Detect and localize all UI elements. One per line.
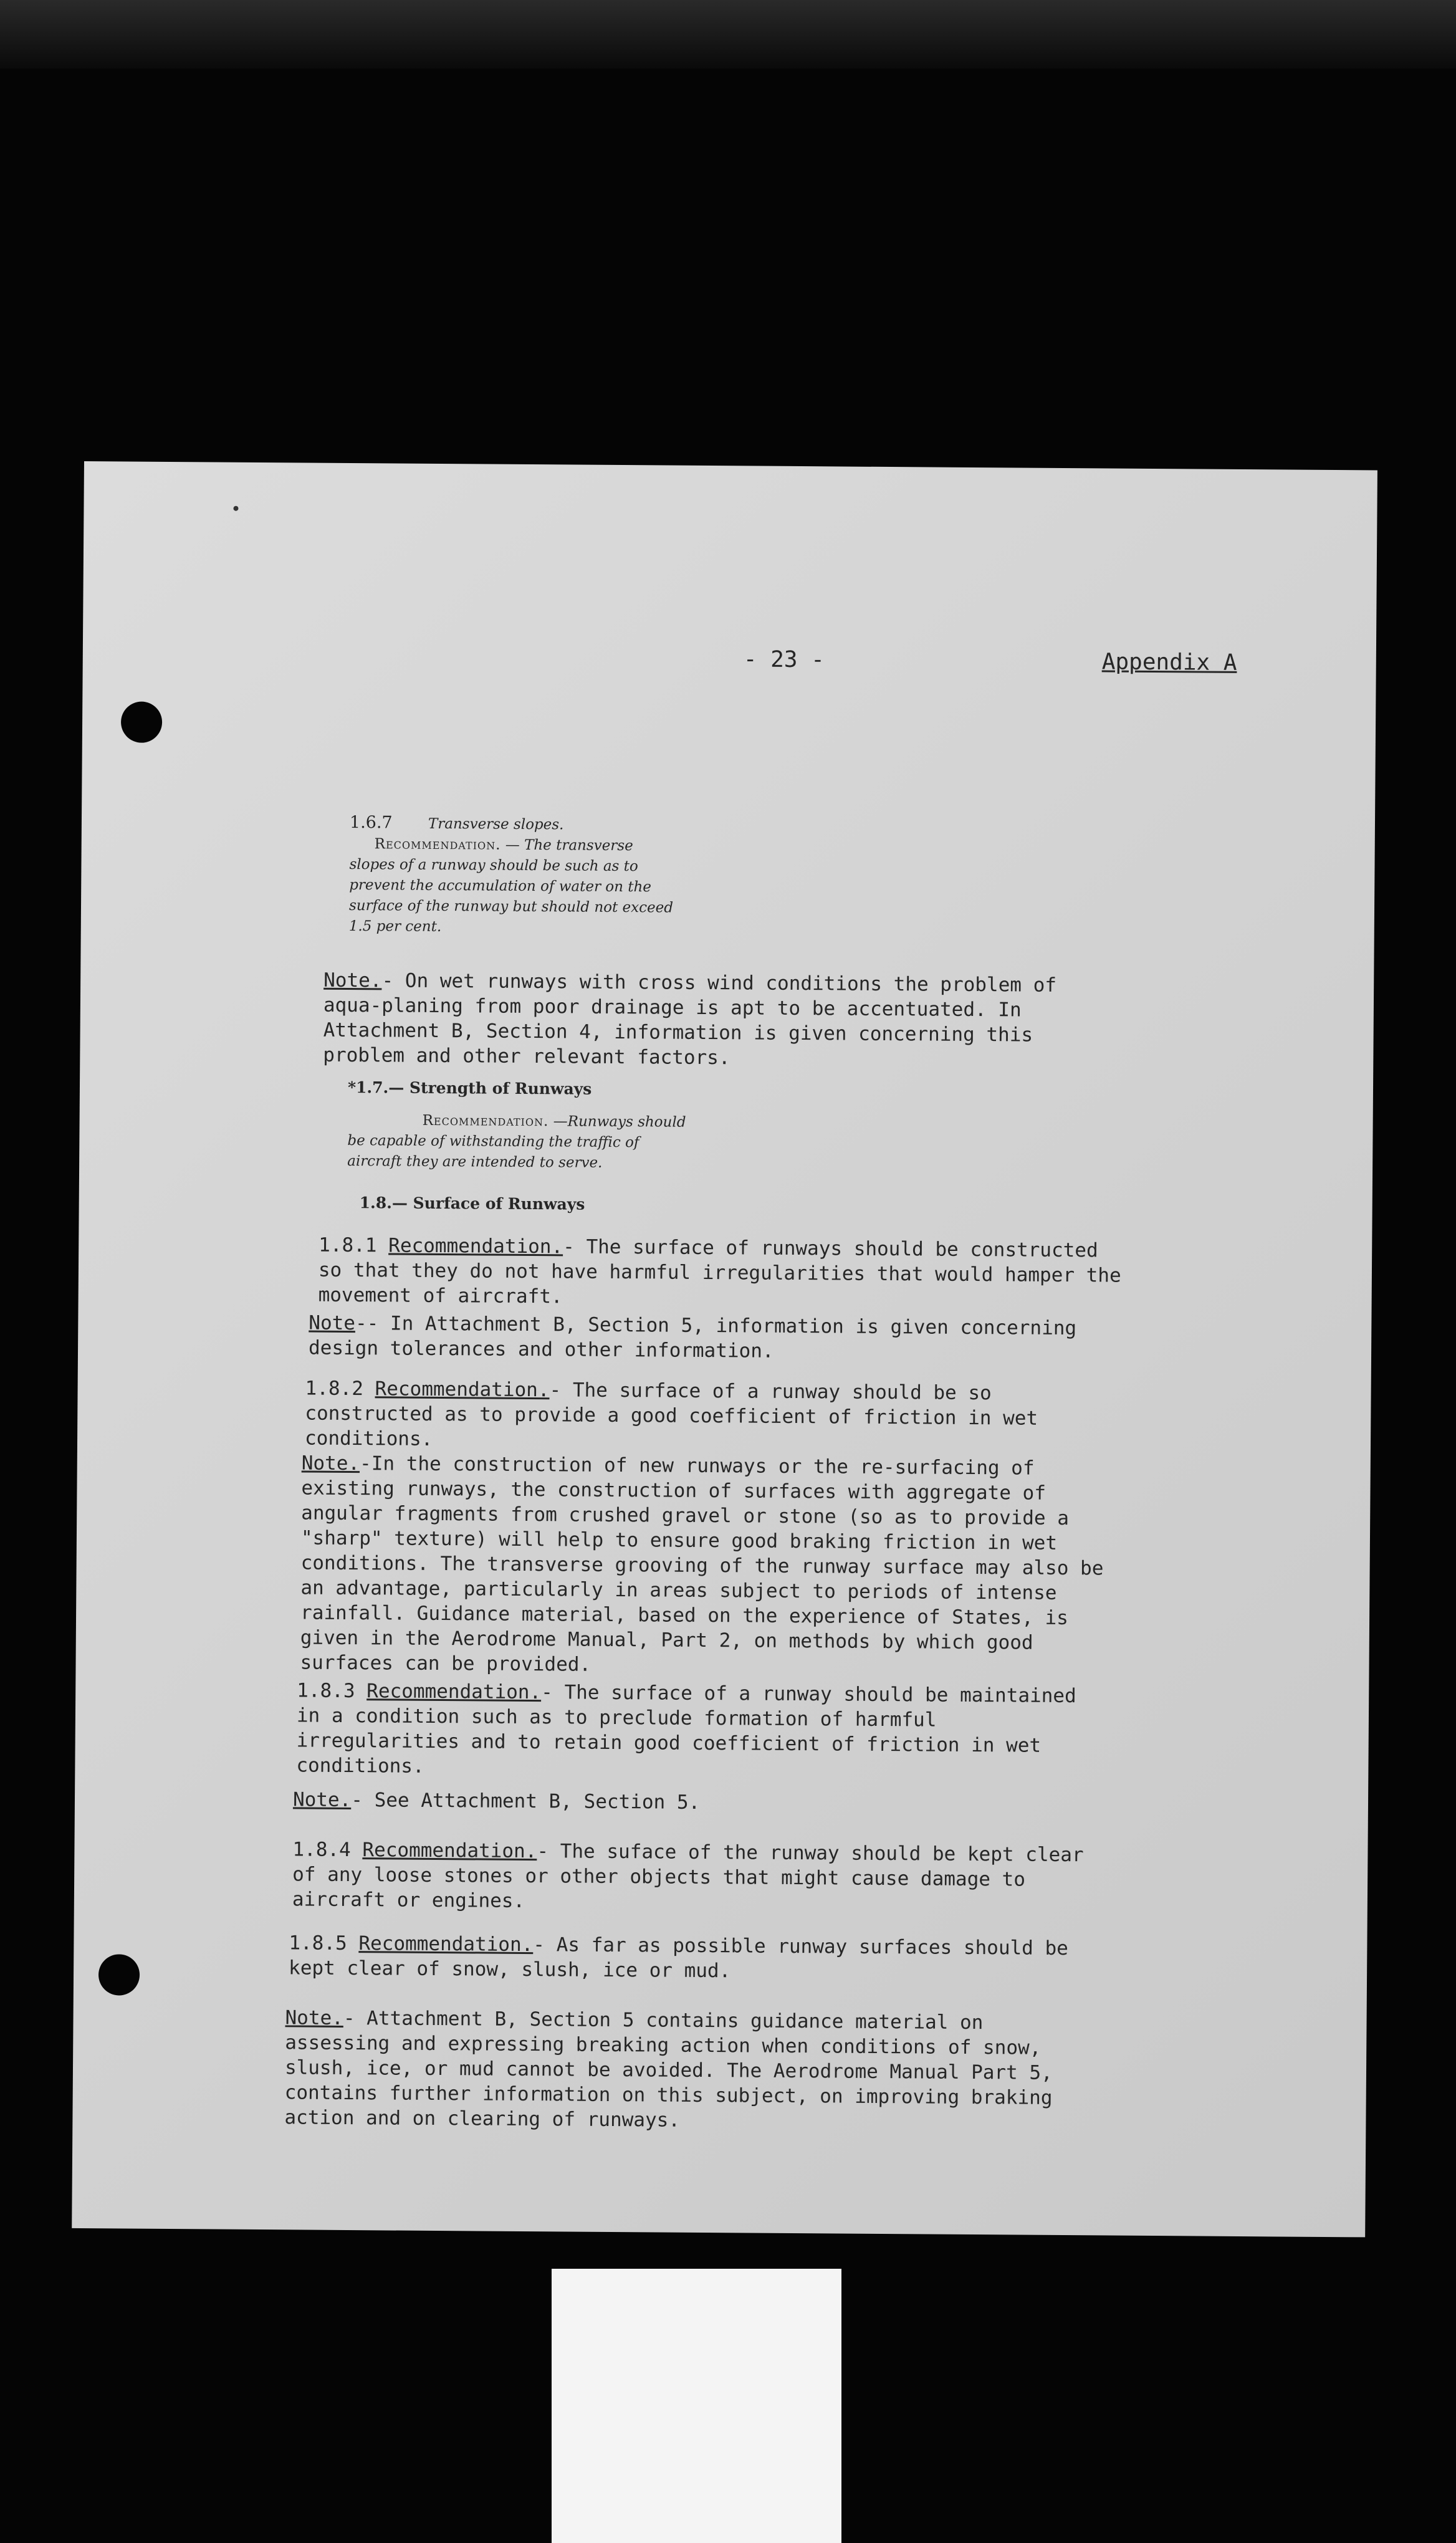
recommendation-text: - As far as possible runway surfaces should be kept clear of snow, slush, ice or mud. (289, 1933, 1080, 1983)
page-number: - 23 - (743, 646, 825, 673)
film-edge (0, 0, 1456, 69)
note-1-6-7 (323, 968, 1103, 1073)
section-number: 1.6.7 (349, 812, 393, 833)
section-1-6-7 (349, 812, 680, 939)
section-title: Transverse slopes. (428, 815, 564, 833)
recommendation-text: - The suface of the runway should be kept clear of any loose stones or other objects that might cause damage to aircraft or engines. (292, 1840, 1096, 1912)
section-number: 1.8.4 (292, 1838, 351, 1862)
note-label: Note (309, 1311, 356, 1335)
note-text: - Attachment B, Section 5 contains guidance material on assessing and expressing breaking action when conditions of snow, slush, ice, or mud cannot be avoided. The Aerodrome Manual Part 5, contains further information on this subject, on improving braking action and on clearing of runways. (284, 2006, 1065, 2132)
section-heading: *1.7.— Strength of Runways (347, 1078, 592, 1098)
speck (233, 506, 238, 511)
punch-hole (98, 1954, 140, 1995)
note-label: Note. (292, 1788, 352, 1812)
recommendation-label: Recommendation. (374, 836, 501, 853)
note-label: Note. (301, 1452, 360, 1475)
recommendation-label: Recommendation. (422, 1112, 549, 1130)
note-text: - On wet runways with cross wind conditions the problem of aqua-planing from poor drainage is apt to be accentuated. In Attachment B, Section 4, information is given concerning this problem and other relevant factors. (323, 969, 1068, 1070)
punch-hole (121, 701, 162, 742)
recommendation-label: Recommendation. (388, 1234, 563, 1258)
recommendation-label: Recommendation. (358, 1932, 534, 1956)
section-number: 1.8.3 (297, 1679, 355, 1703)
white-card (552, 2269, 841, 2543)
note-text: -- In Attachment B, Section 5, information is given concerning design tolerances and other information. (308, 1312, 1088, 1362)
section-1-8-2 (305, 1376, 1116, 1457)
note-label: Note. (323, 969, 382, 992)
note-text: -In the construction of new runways or the re-surfacing of existing runways, the construction of surfaces with aggregate of angular fragments from crushed gravel or stone (so as to provide a "sharp" texture) will help to ensure good braking friction in wet conditions. The transverse grooving of the runway surface may also be an advantage, particularly in areas subject to periods of intense rainfall. Guidance material, based on the experience of States, is given in the Aerodrome Manual, Part 2, on methods by which good surfaces can be provided. (300, 1452, 1116, 1676)
section-number: 1.8.5 (289, 1932, 347, 1955)
note-text: - See Attachment B, Section 5. (351, 1789, 701, 1814)
recommendation-label: Recommendation. (375, 1377, 550, 1402)
section-number: 1.8.2 (305, 1377, 364, 1401)
recommendation-text: —Runways should be capable of withstanding the traffic of aircraft they are intended to serve. (347, 1113, 686, 1171)
recommendation-text: - The surface of a runway should be maintained in a condition such as to preclude formation of harmful irregularities and to retain good coefficient of friction in wet conditions. (296, 1681, 1088, 1778)
section-number: 1.8.1 (318, 1233, 377, 1257)
note-label: Note. (285, 2006, 344, 2029)
note-1-8-3 (293, 1787, 1103, 1817)
recommendation-text: - The surface of a runway should be so constructed as to provide a good coefficient of friction in wet conditions. (304, 1379, 1050, 1450)
section-1-7 (347, 1077, 697, 1174)
note-1-8-2 (300, 1450, 1116, 1680)
document-page (72, 461, 1377, 2237)
section-1-8-5 (289, 1930, 1099, 1986)
section-1-8-1 (318, 1233, 1133, 1313)
recommendation-text: — The transverse slopes of a runway should be such as to prevent the accumulation of water on the surface of the runway but should not exceed 1.5 per cent. (348, 836, 674, 936)
recommendation-text: - The surface of runways should be constructed so that they do not have harmful irregularities that would hamper the movement of aircraft. (318, 1235, 1133, 1308)
section-1-8-3 (296, 1678, 1107, 1783)
appendix-label: Appendix A (1101, 649, 1237, 676)
section-1-8-heading: 1.8.— Surface of Runways (359, 1194, 585, 1214)
note-1-8-1 (309, 1311, 1119, 1366)
recommendation-label: Recommendation. (366, 1680, 542, 1704)
section-1-8-4 (292, 1837, 1103, 1917)
note-1-8-5 (284, 2005, 1095, 2135)
recommendation-label: Recommendation. (362, 1839, 537, 1863)
